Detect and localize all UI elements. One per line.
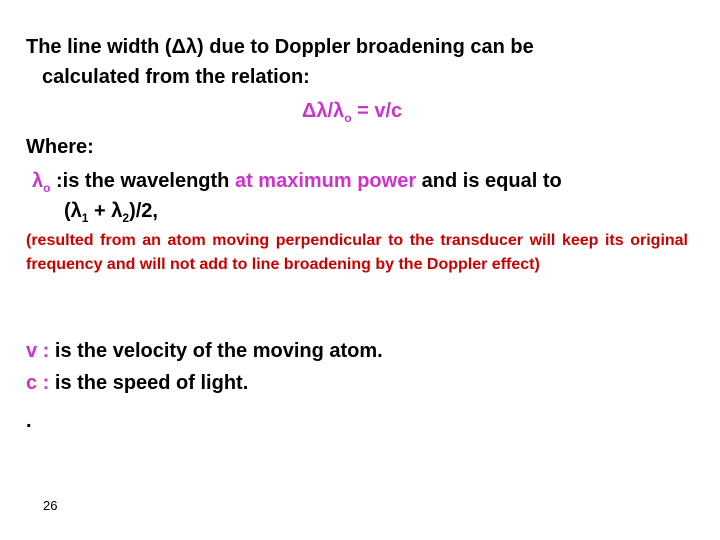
page-number: 26 [43, 498, 58, 513]
c-separator: : [37, 372, 55, 394]
intro-line-2: calculated from the relation: [42, 66, 310, 88]
formula-subscript: o [344, 111, 352, 125]
formula-rest: = v/c [351, 100, 403, 122]
velocity-definition [26, 340, 383, 363]
avg-sub-1: 1 [81, 211, 89, 225]
avg-sub-2: 2 [122, 211, 130, 225]
delta-lambda-symbol: Δλ [171, 36, 198, 58]
doppler-formula [302, 100, 402, 125]
avg-mid: + λ [88, 200, 123, 222]
avg-close: )/2, [129, 200, 158, 222]
light-speed-definition [26, 372, 248, 395]
lambda-text-a: :is the wavelength [50, 170, 235, 192]
lambda-text-b: and is equal to [416, 170, 562, 192]
v-separator: : [37, 340, 55, 362]
intro-text-a: The line width ( [26, 36, 172, 58]
formula-numerator: Δλ/λ [302, 100, 345, 122]
v-text: is the velocity of the moving atom. [54, 340, 383, 362]
lambda-symbol: λ [32, 170, 44, 192]
lambda-subscript: o [43, 181, 51, 195]
c-text: is the speed of light. [54, 372, 249, 394]
trailing-dot: . [26, 410, 32, 432]
intro-line-1 [26, 36, 534, 59]
perpendicular-note: (resulted from an atom moving perpendicular to the transducer will keep its original frequency and will not add to line broadening by the Doppler effect) [26, 232, 688, 273]
c-symbol: c [26, 372, 38, 394]
max-power-highlight: at maximum power [234, 170, 417, 192]
where-label: Where: [26, 136, 94, 158]
avg-open: (λ [64, 200, 82, 222]
lambda-definition [32, 170, 562, 195]
lambda-average-formula [64, 200, 158, 225]
v-symbol: v [26, 340, 38, 362]
intro-text-b: ) due to Doppler broadening can be [197, 36, 534, 58]
